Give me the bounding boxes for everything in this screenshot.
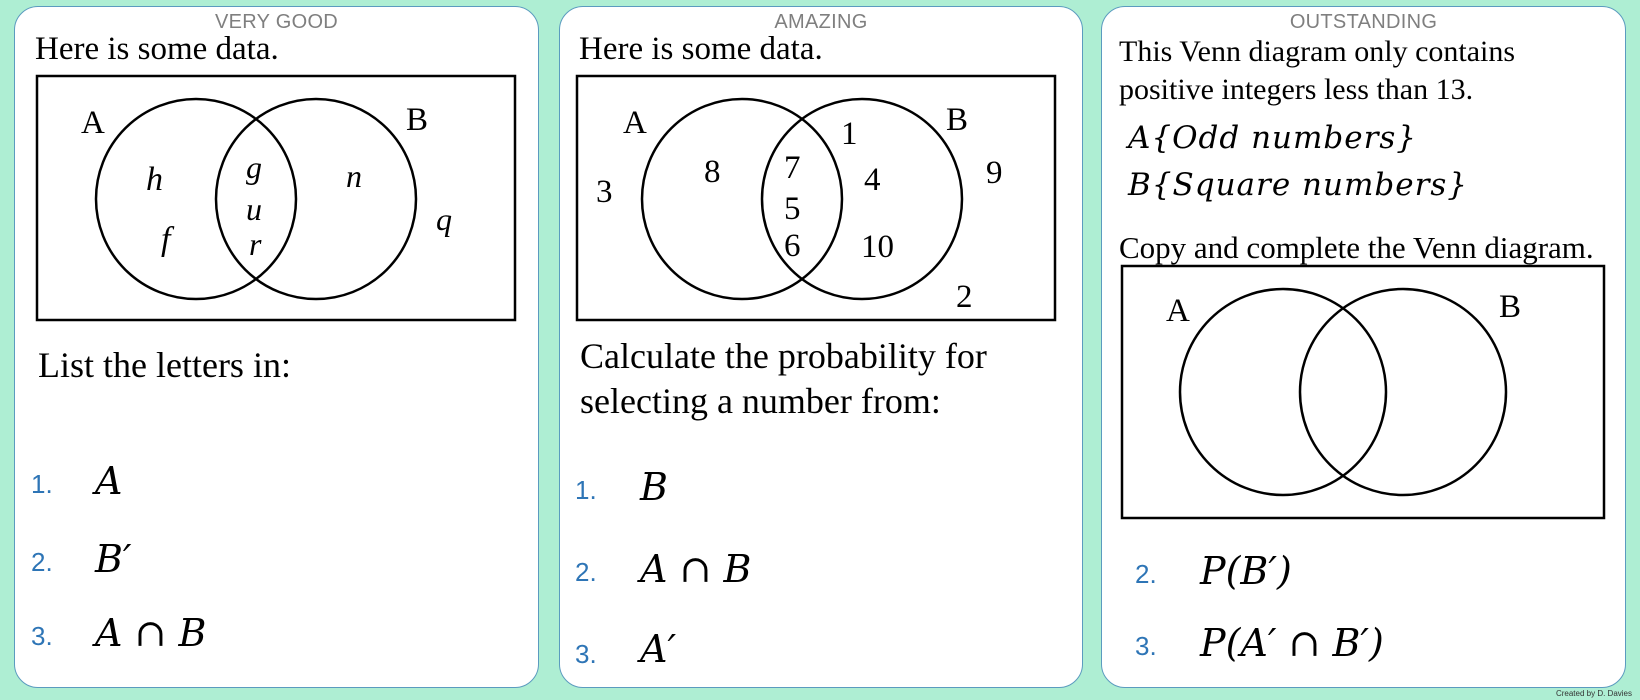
question-number: 2. [575,557,597,587]
venn-diagram [36,75,516,321]
set-b-definition: B{Square numbers} [1128,167,1469,203]
question-expression: A′ [640,627,677,671]
venn-element: r [249,226,262,262]
set-a-circle [642,99,842,299]
card-header: VERY GOOD [214,11,339,33]
venn-element: h [146,161,163,198]
set-a-label: A [1166,293,1190,329]
venn-element: 3 [596,174,613,210]
instruction-line: Calculate the probability for [580,336,987,376]
question-expression: P(B′) [1200,549,1292,593]
instruction-text [580,334,987,424]
venn-diagram [576,75,1056,321]
venn-element: q [436,201,452,237]
intro-text: Here is some data. [35,31,279,67]
question-number: 2. [31,547,53,577]
set-a-circle [96,99,296,299]
card-very-good [14,6,539,688]
question-number: 1. [575,475,597,505]
intro-text: Here is some data. [579,31,823,67]
venn-element: u [246,191,262,227]
set-a-label: A [623,105,647,141]
venn-diagram [1121,265,1605,519]
instruction-text: Copy and complete the Venn diagram. [1119,230,1594,265]
instruction-text: List the letters in: [38,345,291,385]
set-b-label: B [1499,289,1522,325]
venn-element: 8 [704,154,721,190]
venn-element: 6 [784,228,801,264]
venn-element: f [161,221,171,258]
card-header: OUTSTANDING [1289,11,1438,33]
question-number: 2. [1135,559,1157,589]
question-number: 1. [31,469,53,499]
set-a-definition: A{Odd numbers} [1128,120,1418,156]
set-b-label: B [946,102,969,138]
intro-line: positive integers less than 13. [1119,73,1474,106]
universal-set-rectangle [1122,266,1604,518]
intro-text [1119,33,1515,109]
card-header: AMAZING [774,11,868,33]
instruction-line: selecting a number from: [580,381,941,421]
venn-element: 7 [784,150,801,186]
set-a-circle [1180,289,1386,495]
question-expression: B′ [95,537,132,581]
universal-set-rectangle [37,76,515,320]
universal-set-rectangle [577,76,1055,320]
venn-element: g [246,149,262,185]
card-outstanding [1101,6,1626,688]
question-expression: B [640,465,668,509]
venn-element: 10 [861,229,894,265]
venn-element: 4 [864,162,881,198]
intro-line: This Venn diagram only contains [1119,35,1516,68]
venn-element: 1 [841,116,858,152]
question-number: 3. [1135,631,1157,661]
venn-element: n [346,158,362,194]
venn-element: 9 [986,155,1003,191]
question-number: 3. [575,639,597,669]
venn-element: 2 [956,279,973,315]
question-expression: A ∩ B [95,611,207,655]
card-amazing [559,6,1083,688]
question-expression: A ∩ B [640,547,752,591]
set-a-label: A [81,105,105,141]
venn-element: 5 [784,191,801,227]
set-b-circle [1300,289,1506,495]
question-expression: A [95,459,123,503]
credit-text: Created by D. Davies [1555,689,1632,698]
set-b-label: B [406,102,429,138]
question-expression: P(A′ ∩ B′) [1200,621,1384,665]
question-number: 3. [31,621,53,651]
